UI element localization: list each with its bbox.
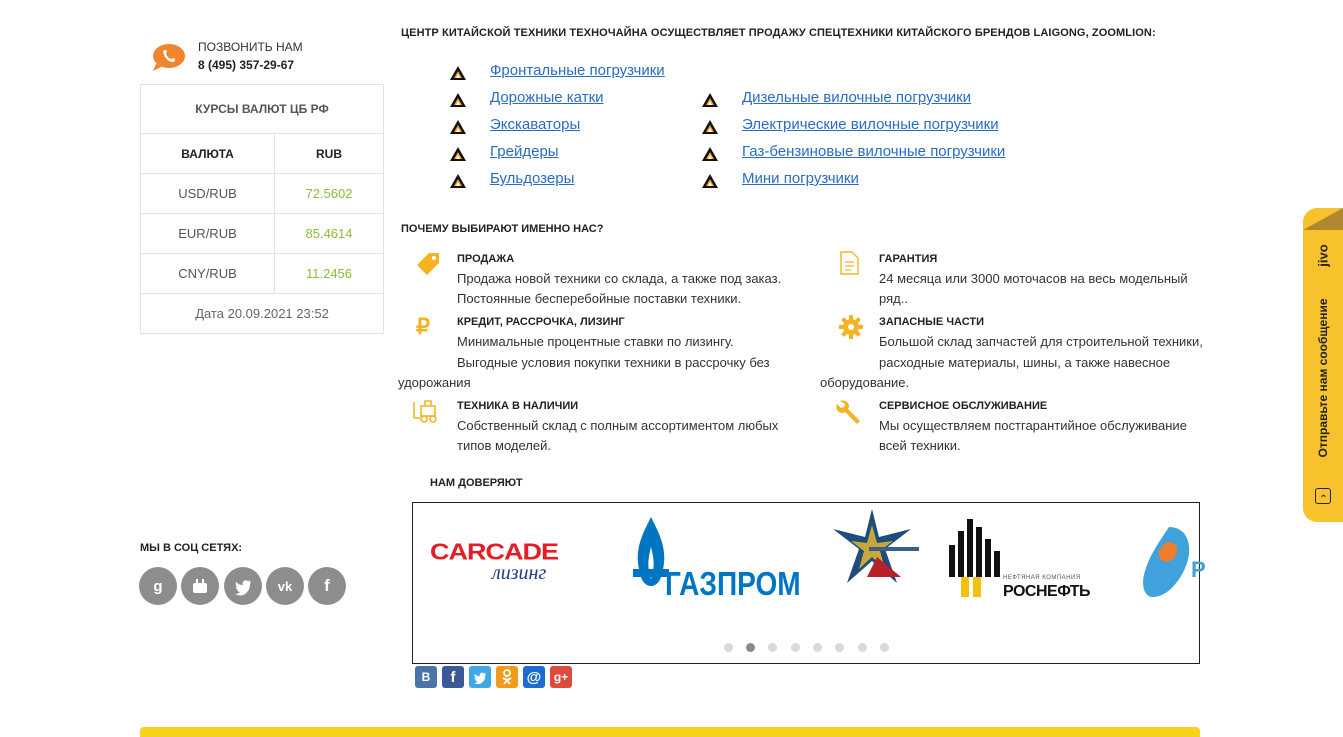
bullet-logo-icon	[450, 174, 466, 188]
table-row	[141, 174, 384, 214]
bullet-logo-icon	[450, 120, 466, 134]
odnoklassniki-share-icon[interactable]	[496, 666, 518, 688]
google-plus-icon[interactable]: g	[139, 567, 177, 605]
document-icon	[836, 250, 862, 281]
feature-text: оборудование.	[820, 375, 910, 390]
carcade-logo-sub: лизинг	[492, 562, 547, 584]
phone-bubble-icon	[150, 42, 186, 72]
currency-pair: USD/RUB	[141, 174, 275, 214]
gazprom-logo	[631, 517, 801, 603]
wrench-icon	[836, 397, 864, 430]
category-link-gas-forklifts[interactable]: Газ-бензиновые вилочные погрузчики	[742, 143, 1006, 160]
twitter-icon[interactable]	[224, 567, 262, 605]
feature-title: ЗАПАСНЫЕ ЧАСТИ	[879, 316, 985, 328]
feature-text: типов моделей.	[457, 438, 551, 453]
category-link-diesel-forklifts[interactable]: Дизельные вилочные погрузчики	[742, 89, 972, 106]
currency-table	[140, 84, 384, 334]
table-row	[141, 254, 384, 294]
partners-title: НАМ ДОВЕРЯЮТ	[430, 477, 523, 489]
call-us-label: ПОЗВОНИТЬ НАМ	[198, 40, 303, 54]
feature-title: КРЕДИТ, РАССРОЧКА, ЛИЗИНГ	[457, 316, 625, 328]
forklift-icon	[411, 398, 443, 429]
bullet-logo-icon	[450, 66, 466, 80]
carousel-dot-active[interactable]	[746, 643, 755, 652]
category-link-electric-forklifts[interactable]: Электрические вилочные погрузчики	[742, 116, 999, 133]
currency-value: 85.4614	[275, 214, 384, 254]
currency-pair: CNY/RUB	[141, 254, 275, 294]
feature-text: Выгодные условия покупки техники в рассрочку без	[457, 355, 770, 370]
rosneft-logo-subtitle: НЕФТЯНАЯ КОМПАНИЯ	[1003, 575, 1081, 581]
category-link-excavators[interactable]: Экскаваторы	[490, 116, 581, 133]
tag-icon	[414, 250, 442, 283]
bullet-logo-icon	[702, 93, 718, 107]
category-link-road-rollers[interactable]: Дорожные катки	[490, 89, 604, 106]
google-plus-share-icon[interactable]: g+	[550, 666, 572, 688]
feature-text: всей техники.	[879, 438, 961, 453]
currency-pair: EUR/RUB	[141, 214, 275, 254]
youtube-icon[interactable]	[181, 567, 219, 605]
feature-text: Продажа новой техники со склада, а также под заказ.	[457, 271, 782, 286]
facebook-share-icon[interactable]: f	[442, 666, 464, 688]
feature-title: ТЕХНИКА В НАЛИЧИИ	[457, 400, 579, 412]
carousel-dot[interactable]	[791, 643, 800, 652]
rosneft-logo-text: РОСНЕФТЬ	[1003, 583, 1091, 600]
col-currency: ВАЛЮТА	[141, 134, 275, 174]
carousel-dot[interactable]	[880, 643, 889, 652]
phone-number[interactable]: 8 (495) 357-29-67	[198, 58, 295, 72]
currency-title: КУРСЫ ВАЛЮТ ЦБ РФ	[141, 85, 384, 134]
carousel-dot[interactable]	[768, 643, 777, 652]
feature-text: Постоянные бесперебойные поставки техники.	[457, 291, 742, 306]
bullet-logo-icon	[450, 147, 466, 161]
page-headline: ЦЕНТР КИТАЙСКОЙ ТЕХНИКИ ТЕХНОЧАЙНА ОСУЩЕСТВЛЯЕТ ПРОДАЖУ СПЕЦТЕХНИКИ КИТАЙСКОГО БРЕНДОВ LAIGONG, ZOOMLION:	[401, 27, 1156, 39]
feature-text: 24 месяца или 3000 моточасов на весь модельный	[879, 271, 1188, 286]
currency-value: 11.2456	[275, 254, 384, 294]
currency-date: Дата 20.09.2021 23:52	[141, 294, 384, 334]
carousel-dot[interactable]	[813, 643, 822, 652]
facebook-icon[interactable]: f	[308, 567, 346, 605]
vk-icon[interactable]: vk	[266, 567, 304, 605]
category-link-mini-loaders[interactable]: Мини погрузчики	[742, 170, 859, 187]
rosneft-logo	[947, 517, 1117, 603]
partner-emblem-logo	[827, 507, 917, 594]
jivo-label: Отправьте нам сообщение	[1316, 298, 1330, 458]
social-title: МЫ В СОЦ СЕТЯХ:	[140, 542, 243, 554]
rostelecom-logo	[1141, 523, 1206, 608]
feature-text: удорожания	[398, 375, 471, 390]
gazprom-logo-text: ГАЗПРОМ	[665, 565, 801, 602]
vk-share-icon[interactable]: B	[415, 666, 437, 688]
carcade-logo	[430, 537, 558, 585]
bullet-logo-icon	[450, 93, 466, 107]
bullet-logo-icon	[702, 120, 718, 134]
col-rub: RUB	[275, 134, 384, 174]
carcade-logo-text: CARCADE	[430, 539, 558, 565]
jivo-chevron-icon: ›	[1315, 488, 1331, 504]
partners-carousel[interactable]	[412, 502, 1206, 664]
feature-text: Большой склад запчастей для строительной техники,	[879, 334, 1203, 349]
mailru-share-icon[interactable]: @	[523, 666, 545, 688]
ruble-icon: ₽	[416, 314, 430, 339]
feature-text: Мы осуществляем постгарантийное обслуживание	[879, 418, 1187, 433]
svg-text:Р: Р	[1191, 557, 1206, 582]
feature-text: ряд..	[879, 291, 908, 306]
feature-text: Собственный склад с полным ассортиментом любых	[457, 418, 779, 433]
why-us-title: ПОЧЕМУ ВЫБИРАЮТ ИМЕННО НАС?	[401, 223, 604, 235]
currency-value: 72.5602	[275, 174, 384, 214]
jivo-chat-widget[interactable]	[1303, 208, 1343, 522]
twitter-share-icon[interactable]	[469, 666, 491, 688]
feature-text: Минимальные процентные ставки по лизингу.	[457, 334, 734, 349]
carousel-dot[interactable]	[835, 643, 844, 652]
category-link-front-loaders[interactable]: Фронтальные погрузчики	[490, 62, 665, 79]
feature-title: СЕРВИСНОЕ ОБСЛУЖИВАНИЕ	[879, 400, 1048, 412]
jivo-brand: jivo	[1315, 243, 1331, 267]
gear-icon	[838, 314, 864, 345]
feature-title: ПРОДАЖА	[457, 253, 515, 265]
category-link-bulldozers[interactable]: Бульдозеры	[490, 170, 575, 187]
table-row	[141, 214, 384, 254]
feature-text: расходные материалы, шины, а также навесное	[879, 355, 1171, 370]
bullet-logo-icon	[702, 174, 718, 188]
jivo-corner	[1303, 208, 1343, 230]
category-link-graders[interactable]: Грейдеры	[490, 143, 559, 160]
bullet-logo-icon	[702, 147, 718, 161]
footer-bar	[140, 727, 1200, 737]
feature-title: ГАРАНТИЯ	[879, 253, 938, 265]
carousel-dot[interactable]	[858, 643, 867, 652]
carousel-dot[interactable]	[724, 643, 733, 652]
